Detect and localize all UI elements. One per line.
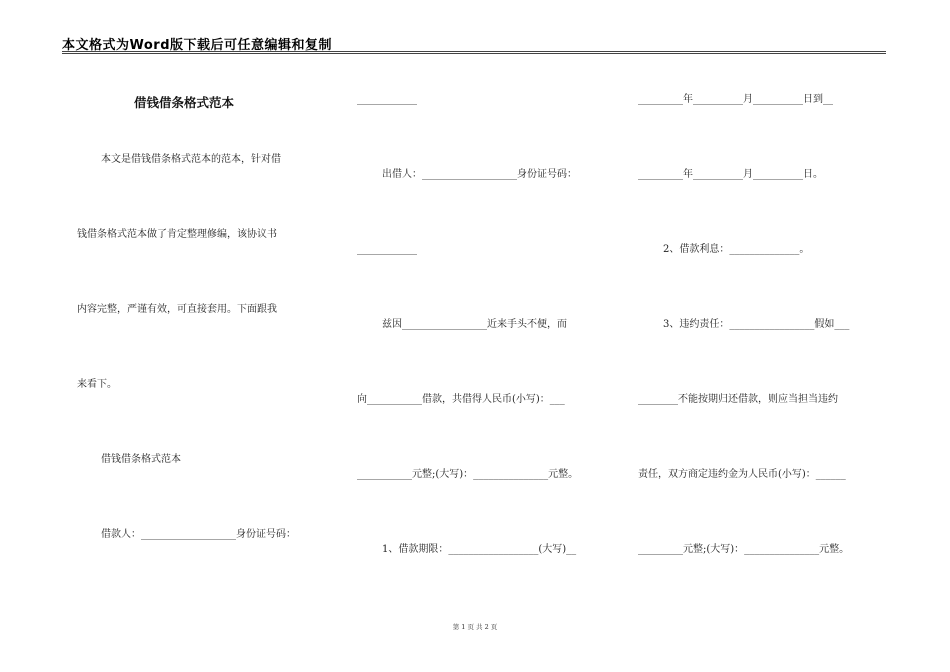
header-divider-secondary — [62, 53, 886, 54]
col1-line-5: 借钱借条格式范本 — [101, 454, 181, 465]
col2-line-2: 出借人：___________________身份证号码： — [382, 169, 577, 180]
col3-line-1: _________年__________月__________日到__ — [638, 94, 833, 105]
col1-line-2: 钱借条格式范本做了肯定整理修编，该协议书 — [77, 229, 277, 240]
col2-line-6: ___________元整;(大写)：_______________元整。 — [357, 469, 579, 480]
col3-line-4: 3、违约责任：_________________假如___ — [663, 319, 850, 330]
col2-line-4: 兹因_________________近来手头不便，而 — [382, 319, 567, 330]
header-title: 本文格式为Word版下载后可任意编辑和复制 — [62, 38, 333, 53]
col3-line-6: 责任，双方商定违约金为人民币(小写)：______ — [638, 469, 846, 480]
col2-line-5: 向___________借款，共借得人民币(小写)：___ — [357, 394, 565, 405]
col1-line-3: 内容完整，严谨有效，可直接套用。下面跟我 — [77, 304, 277, 315]
col2-line-1: ____________ — [357, 94, 417, 105]
col2-line-3: ____________ — [357, 244, 417, 255]
col3-line-5: ________不能按期归还借款，则应当担当违约 — [638, 394, 838, 405]
col1-line-4: 来看下。 — [77, 379, 117, 390]
header-divider — [62, 51, 886, 52]
page-number: 第 1 页 共 2 页 — [452, 623, 498, 631]
col1-line-1: 本文是借钱借条格式范本的范本，针对借 — [101, 154, 281, 165]
col3-line-2: _________年__________月__________日。 — [638, 169, 823, 180]
col2-line-7: 1、借款期限：__________________(大写)__ — [382, 544, 577, 555]
document-title: 借钱借条格式范本 — [134, 95, 235, 110]
col3-line-3: 2、借款利息：______________。 — [663, 244, 810, 255]
col3-line-7: _________元整;(大写)：_______________元整。 — [638, 544, 850, 555]
col1-line-6: 借款人：___________________身份证号码： — [101, 529, 296, 540]
